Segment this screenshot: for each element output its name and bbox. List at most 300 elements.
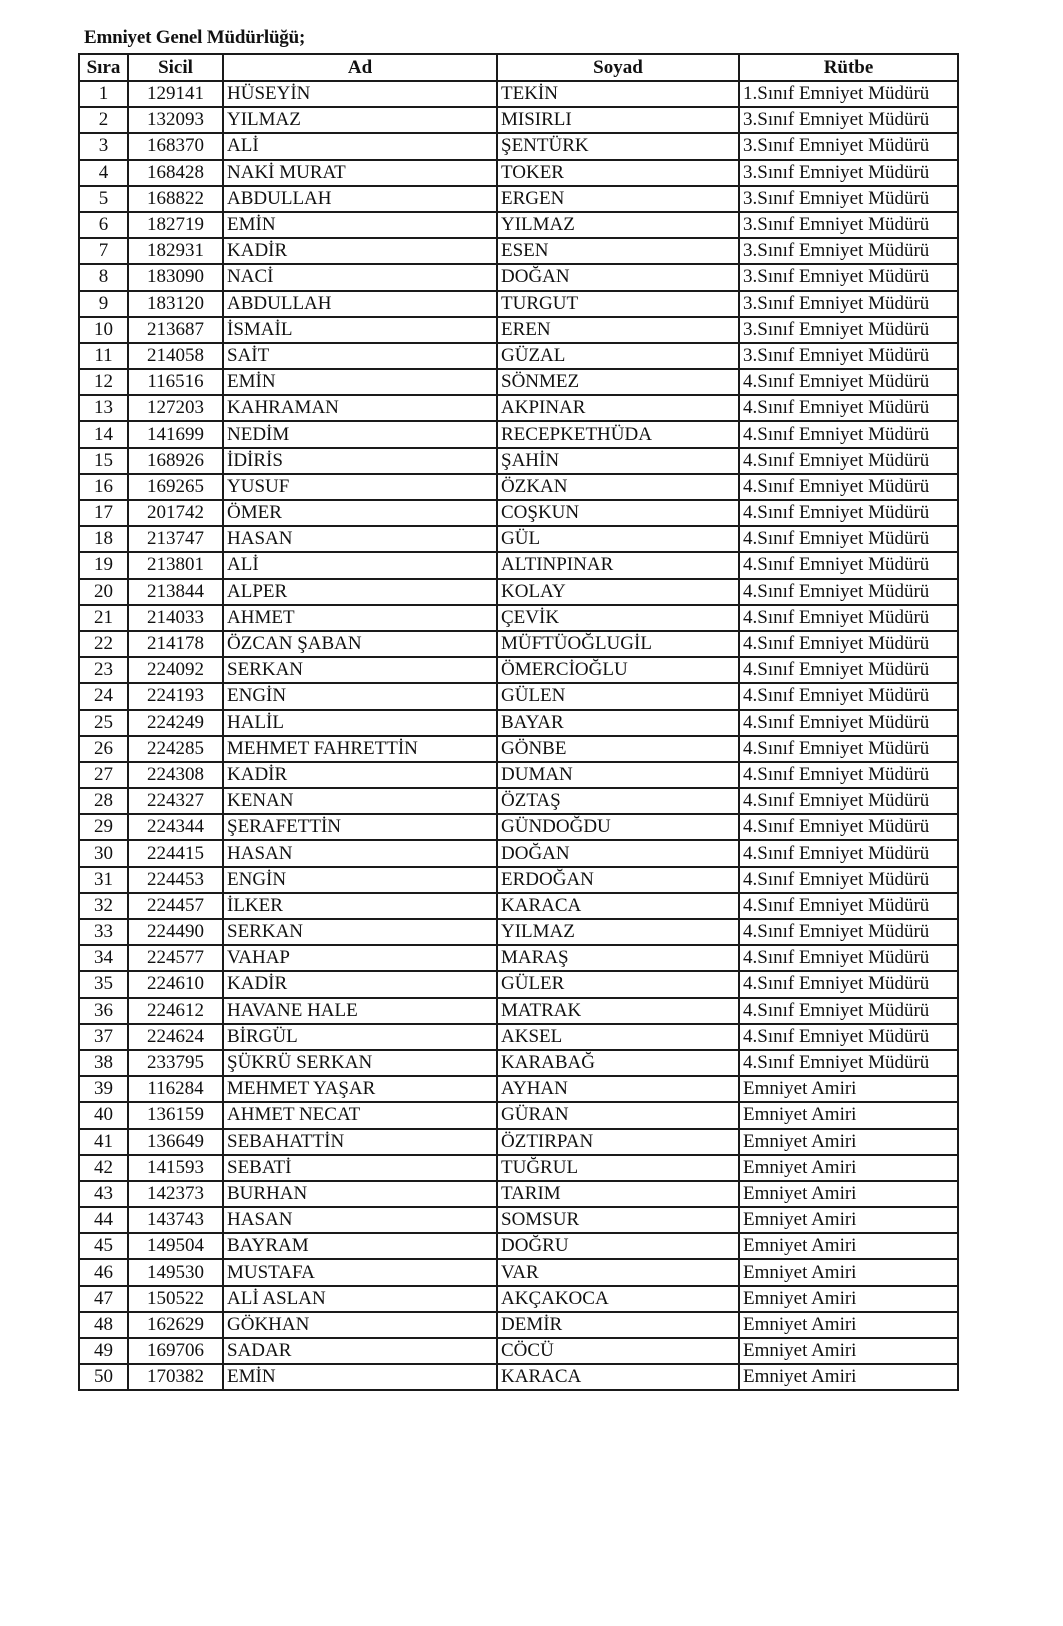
- cell-rutbe: 4.Sınıf Emniyet Müdürü: [739, 395, 958, 421]
- cell-soyad: KARABAĞ: [497, 1050, 739, 1076]
- cell-rutbe: 4.Sınıf Emniyet Müdürü: [739, 945, 958, 971]
- cell-rutbe: 4.Sınıf Emniyet Müdürü: [739, 971, 958, 997]
- cell-sira: 21: [79, 605, 128, 631]
- cell-sira: 34: [79, 945, 128, 971]
- cell-soyad: ŞENTÜRK: [497, 133, 739, 159]
- cell-sicil: 136159: [128, 1102, 223, 1128]
- table-row: [79, 369, 958, 395]
- cell-sira: 30: [79, 840, 128, 866]
- cell-soyad: DOĞAN: [497, 264, 739, 290]
- cell-ad: AHMET NECAT: [223, 1102, 497, 1128]
- cell-sira: 49: [79, 1338, 128, 1364]
- table-row: [79, 971, 958, 997]
- cell-rutbe: 4.Sınıf Emniyet Müdürü: [739, 710, 958, 736]
- cell-soyad: ALTINPINAR: [497, 552, 739, 578]
- cell-sicil: 224327: [128, 788, 223, 814]
- table-row: [79, 238, 958, 264]
- cell-soyad: DOĞAN: [497, 840, 739, 866]
- cell-sicil: 150522: [128, 1286, 223, 1312]
- cell-ad: MEHMET YAŞAR: [223, 1076, 497, 1102]
- cell-ad: ŞÜKRÜ SERKAN: [223, 1050, 497, 1076]
- cell-soyad: TUĞRUL: [497, 1155, 739, 1181]
- cell-rutbe: Emniyet Amiri: [739, 1181, 958, 1207]
- cell-sicil: 162629: [128, 1312, 223, 1338]
- cell-soyad: MARAŞ: [497, 945, 739, 971]
- table-row: [79, 1259, 958, 1285]
- table-row: [79, 1050, 958, 1076]
- cell-soyad: DUMAN: [497, 762, 739, 788]
- cell-sicil: 141699: [128, 421, 223, 447]
- cell-rutbe: Emniyet Amiri: [739, 1155, 958, 1181]
- cell-soyad: MATRAK: [497, 998, 739, 1024]
- table-row: [79, 867, 958, 893]
- cell-rutbe: 4.Sınıf Emniyet Müdürü: [739, 998, 958, 1024]
- cell-sicil: 224249: [128, 710, 223, 736]
- cell-ad: ABDULLAH: [223, 291, 497, 317]
- table-row: [79, 683, 958, 709]
- cell-soyad: ÇEVİK: [497, 605, 739, 631]
- table-row: [79, 107, 958, 133]
- table-row: [79, 579, 958, 605]
- table-row: [79, 160, 958, 186]
- cell-rutbe: 1.Sınıf Emniyet Müdürü: [739, 81, 958, 107]
- cell-sira: 24: [79, 683, 128, 709]
- cell-sicil: 132093: [128, 107, 223, 133]
- table-row: [79, 788, 958, 814]
- cell-rutbe: 4.Sınıf Emniyet Müdürü: [739, 448, 958, 474]
- cell-soyad: GÜNDOĞDU: [497, 814, 739, 840]
- cell-ad: HAVANE HALE: [223, 998, 497, 1024]
- cell-sira: 37: [79, 1024, 128, 1050]
- table-row: [79, 814, 958, 840]
- cell-ad: HASAN: [223, 840, 497, 866]
- cell-ad: BİRGÜL: [223, 1024, 497, 1050]
- table-row: [79, 1076, 958, 1102]
- cell-sira: 35: [79, 971, 128, 997]
- table-row: [79, 448, 958, 474]
- table-row: [79, 605, 958, 631]
- cell-sicil: 224285: [128, 736, 223, 762]
- cell-ad: ABDULLAH: [223, 186, 497, 212]
- cell-ad: HASAN: [223, 1207, 497, 1233]
- cell-ad: NACİ: [223, 264, 497, 290]
- cell-rutbe: Emniyet Amiri: [739, 1259, 958, 1285]
- cell-soyad: AKSEL: [497, 1024, 739, 1050]
- cell-rutbe: 4.Sınıf Emniyet Müdürü: [739, 552, 958, 578]
- cell-rutbe: 4.Sınıf Emniyet Müdürü: [739, 369, 958, 395]
- cell-rutbe: 3.Sınıf Emniyet Müdürü: [739, 264, 958, 290]
- cell-rutbe: 3.Sınıf Emniyet Müdürü: [739, 107, 958, 133]
- cell-sira: 25: [79, 710, 128, 736]
- cell-sira: 22: [79, 631, 128, 657]
- cell-sicil: 141593: [128, 1155, 223, 1181]
- personnel-table: [78, 53, 959, 1391]
- cell-soyad: TEKİN: [497, 81, 739, 107]
- table-header-row: [79, 54, 958, 81]
- cell-sicil: 127203: [128, 395, 223, 421]
- cell-ad: SEBAHATTİN: [223, 1129, 497, 1155]
- cell-soyad: ŞAHİN: [497, 448, 739, 474]
- cell-soyad: GÜLER: [497, 971, 739, 997]
- cell-sicil: 182931: [128, 238, 223, 264]
- cell-sicil: 224193: [128, 683, 223, 709]
- table-row: [79, 1181, 958, 1207]
- cell-ad: AHMET: [223, 605, 497, 631]
- cell-sira: 5: [79, 186, 128, 212]
- cell-sira: 23: [79, 657, 128, 683]
- table-row: [79, 421, 958, 447]
- cell-rutbe: Emniyet Amiri: [739, 1338, 958, 1364]
- cell-sira: 32: [79, 893, 128, 919]
- cell-sicil: 201742: [128, 500, 223, 526]
- table-row: [79, 945, 958, 971]
- cell-ad: ENGİN: [223, 683, 497, 709]
- table-row: [79, 474, 958, 500]
- cell-ad: ŞERAFETTİN: [223, 814, 497, 840]
- cell-sicil: 143743: [128, 1207, 223, 1233]
- cell-sicil: 224453: [128, 867, 223, 893]
- table-row: [79, 186, 958, 212]
- cell-ad: KADİR: [223, 238, 497, 264]
- cell-rutbe: 4.Sınıf Emniyet Müdürü: [739, 919, 958, 945]
- table-row: [79, 710, 958, 736]
- cell-rutbe: 3.Sınıf Emniyet Müdürü: [739, 291, 958, 317]
- page-title: Emniyet Genel Müdürlüğü;: [84, 27, 306, 48]
- cell-soyad: DOĞRU: [497, 1233, 739, 1259]
- cell-soyad: RECEPKETHÜDA: [497, 421, 739, 447]
- cell-sira: 1: [79, 81, 128, 107]
- cell-sicil: 168926: [128, 448, 223, 474]
- cell-sira: 6: [79, 212, 128, 238]
- table-row: [79, 1024, 958, 1050]
- cell-sicil: 168370: [128, 133, 223, 159]
- table-row: [79, 81, 958, 107]
- table-row: [79, 657, 958, 683]
- cell-soyad: ÖZKAN: [497, 474, 739, 500]
- cell-soyad: EREN: [497, 317, 739, 343]
- cell-rutbe: Emniyet Amiri: [739, 1286, 958, 1312]
- cell-sicil: 183090: [128, 264, 223, 290]
- cell-sicil: 116284: [128, 1076, 223, 1102]
- cell-sira: 14: [79, 421, 128, 447]
- cell-rutbe: 4.Sınıf Emniyet Müdürü: [739, 500, 958, 526]
- table-row: [79, 1286, 958, 1312]
- cell-sicil: 129141: [128, 81, 223, 107]
- table-row: [79, 840, 958, 866]
- cell-ad: HASAN: [223, 526, 497, 552]
- cell-rutbe: 4.Sınıf Emniyet Müdürü: [739, 526, 958, 552]
- cell-sira: 43: [79, 1181, 128, 1207]
- column-header-soyad: Soyad: [497, 54, 739, 81]
- cell-sira: 44: [79, 1207, 128, 1233]
- cell-sicil: 224610: [128, 971, 223, 997]
- cell-sicil: 224092: [128, 657, 223, 683]
- cell-soyad: GÜLEN: [497, 683, 739, 709]
- cell-ad: YUSUF: [223, 474, 497, 500]
- cell-sicil: 136649: [128, 1129, 223, 1155]
- cell-sicil: 142373: [128, 1181, 223, 1207]
- cell-sira: 4: [79, 160, 128, 186]
- cell-soyad: AYHAN: [497, 1076, 739, 1102]
- cell-sira: 11: [79, 343, 128, 369]
- cell-sira: 12: [79, 369, 128, 395]
- cell-sira: 26: [79, 736, 128, 762]
- cell-soyad: SOMSUR: [497, 1207, 739, 1233]
- cell-rutbe: 4.Sınıf Emniyet Müdürü: [739, 736, 958, 762]
- cell-rutbe: 4.Sınıf Emniyet Müdürü: [739, 893, 958, 919]
- cell-sicil: 224415: [128, 840, 223, 866]
- cell-soyad: KOLAY: [497, 579, 739, 605]
- cell-soyad: KARACA: [497, 893, 739, 919]
- table-row: [79, 1338, 958, 1364]
- table-row: [79, 893, 958, 919]
- cell-ad: SAİT: [223, 343, 497, 369]
- cell-sicil: 213844: [128, 579, 223, 605]
- cell-rutbe: 4.Sınıf Emniyet Müdürü: [739, 474, 958, 500]
- cell-ad: NEDİM: [223, 421, 497, 447]
- cell-ad: EMİN: [223, 1364, 497, 1390]
- cell-ad: VAHAP: [223, 945, 497, 971]
- cell-sicil: 214058: [128, 343, 223, 369]
- cell-soyad: AKÇAKOCA: [497, 1286, 739, 1312]
- cell-ad: İDİRİS: [223, 448, 497, 474]
- cell-ad: SEBATİ: [223, 1155, 497, 1181]
- table-row: [79, 1233, 958, 1259]
- cell-soyad: BAYAR: [497, 710, 739, 736]
- cell-rutbe: 3.Sınıf Emniyet Müdürü: [739, 343, 958, 369]
- cell-ad: ÖZCAN ŞABAN: [223, 631, 497, 657]
- cell-soyad: ÖMERCİOĞLU: [497, 657, 739, 683]
- cell-sira: 41: [79, 1129, 128, 1155]
- cell-soyad: ERGEN: [497, 186, 739, 212]
- cell-soyad: GÜZAL: [497, 343, 739, 369]
- cell-sicil: 224490: [128, 919, 223, 945]
- cell-sicil: 169706: [128, 1338, 223, 1364]
- cell-soyad: YILMAZ: [497, 919, 739, 945]
- cell-ad: SADAR: [223, 1338, 497, 1364]
- cell-soyad: COŞKUN: [497, 500, 739, 526]
- cell-ad: ALİ: [223, 133, 497, 159]
- cell-ad: HÜSEYİN: [223, 81, 497, 107]
- cell-soyad: ERDOĞAN: [497, 867, 739, 893]
- cell-rutbe: 3.Sınıf Emniyet Müdürü: [739, 133, 958, 159]
- cell-sira: 17: [79, 500, 128, 526]
- cell-ad: İLKER: [223, 893, 497, 919]
- cell-sicil: 213687: [128, 317, 223, 343]
- cell-sira: 46: [79, 1259, 128, 1285]
- cell-ad: BURHAN: [223, 1181, 497, 1207]
- cell-sira: 15: [79, 448, 128, 474]
- table-row: [79, 212, 958, 238]
- table-row: [79, 736, 958, 762]
- cell-rutbe: Emniyet Amiri: [739, 1076, 958, 1102]
- table-row: [79, 343, 958, 369]
- cell-soyad: TURGUT: [497, 291, 739, 317]
- cell-sicil: 149504: [128, 1233, 223, 1259]
- cell-sicil: 170382: [128, 1364, 223, 1390]
- cell-sira: 18: [79, 526, 128, 552]
- cell-ad: KADİR: [223, 971, 497, 997]
- cell-soyad: DEMİR: [497, 1312, 739, 1338]
- cell-sira: 27: [79, 762, 128, 788]
- cell-ad: ENGİN: [223, 867, 497, 893]
- cell-sira: 39: [79, 1076, 128, 1102]
- column-header-sira: Sıra: [79, 54, 128, 81]
- table-row: [79, 317, 958, 343]
- cell-sira: 9: [79, 291, 128, 317]
- cell-sira: 38: [79, 1050, 128, 1076]
- cell-sicil: 183120: [128, 291, 223, 317]
- column-header-sicil: Sicil: [128, 54, 223, 81]
- cell-soyad: ÖZTIRPAN: [497, 1129, 739, 1155]
- cell-soyad: GÜL: [497, 526, 739, 552]
- table-row: [79, 552, 958, 578]
- cell-sicil: 224457: [128, 893, 223, 919]
- cell-soyad: TARIM: [497, 1181, 739, 1207]
- cell-soyad: MISIRLI: [497, 107, 739, 133]
- table-row: [79, 1129, 958, 1155]
- cell-rutbe: 4.Sınıf Emniyet Müdürü: [739, 840, 958, 866]
- cell-sicil: 168428: [128, 160, 223, 186]
- cell-rutbe: 4.Sınıf Emniyet Müdürü: [739, 1050, 958, 1076]
- cell-sicil: 214178: [128, 631, 223, 657]
- table-body: [79, 81, 958, 1390]
- cell-soyad: MÜFTÜOĞLUGİL: [497, 631, 739, 657]
- cell-sicil: 182719: [128, 212, 223, 238]
- cell-soyad: CÖCÜ: [497, 1338, 739, 1364]
- table-row: [79, 1207, 958, 1233]
- cell-soyad: KARACA: [497, 1364, 739, 1390]
- cell-rutbe: 4.Sınıf Emniyet Müdürü: [739, 814, 958, 840]
- cell-rutbe: Emniyet Amiri: [739, 1102, 958, 1128]
- cell-ad: GÖKHAN: [223, 1312, 497, 1338]
- table-row: [79, 395, 958, 421]
- cell-soyad: AKPINAR: [497, 395, 739, 421]
- cell-rutbe: 3.Sınıf Emniyet Müdürü: [739, 186, 958, 212]
- cell-sicil: 224612: [128, 998, 223, 1024]
- cell-sira: 36: [79, 998, 128, 1024]
- cell-sicil: 116516: [128, 369, 223, 395]
- cell-rutbe: 4.Sınıf Emniyet Müdürü: [739, 605, 958, 631]
- table-row: [79, 500, 958, 526]
- cell-sira: 48: [79, 1312, 128, 1338]
- cell-rutbe: 4.Sınıf Emniyet Müdürü: [739, 631, 958, 657]
- table-row: [79, 631, 958, 657]
- cell-soyad: GÜRAN: [497, 1102, 739, 1128]
- cell-rutbe: Emniyet Amiri: [739, 1233, 958, 1259]
- table-row: [79, 919, 958, 945]
- cell-sira: 3: [79, 133, 128, 159]
- cell-ad: NAKİ MURAT: [223, 160, 497, 186]
- cell-sira: 19: [79, 552, 128, 578]
- cell-sira: 20: [79, 579, 128, 605]
- cell-sicil: 168822: [128, 186, 223, 212]
- cell-ad: KENAN: [223, 788, 497, 814]
- cell-soyad: ESEN: [497, 238, 739, 264]
- cell-rutbe: 4.Sınıf Emniyet Müdürü: [739, 762, 958, 788]
- cell-rutbe: 4.Sınıf Emniyet Müdürü: [739, 683, 958, 709]
- cell-rutbe: 4.Sınıf Emniyet Müdürü: [739, 421, 958, 447]
- table-row: [79, 264, 958, 290]
- cell-ad: ALİ ASLAN: [223, 1286, 497, 1312]
- cell-sira: 28: [79, 788, 128, 814]
- cell-ad: EMİN: [223, 212, 497, 238]
- cell-sicil: 224308: [128, 762, 223, 788]
- cell-ad: SERKAN: [223, 657, 497, 683]
- table-row: [79, 1102, 958, 1128]
- cell-sira: 7: [79, 238, 128, 264]
- cell-ad: MUSTAFA: [223, 1259, 497, 1285]
- cell-soyad: SÖNMEZ: [497, 369, 739, 395]
- cell-sira: 33: [79, 919, 128, 945]
- cell-sira: 10: [79, 317, 128, 343]
- cell-soyad: ÖZTAŞ: [497, 788, 739, 814]
- cell-sicil: 213747: [128, 526, 223, 552]
- cell-sicil: 214033: [128, 605, 223, 631]
- cell-sicil: 149530: [128, 1259, 223, 1285]
- cell-rutbe: 3.Sınıf Emniyet Müdürü: [739, 212, 958, 238]
- cell-ad: YILMAZ: [223, 107, 497, 133]
- cell-sicil: 233795: [128, 1050, 223, 1076]
- cell-sira: 47: [79, 1286, 128, 1312]
- cell-ad: EMİN: [223, 369, 497, 395]
- cell-ad: İSMAİL: [223, 317, 497, 343]
- cell-sicil: 169265: [128, 474, 223, 500]
- cell-rutbe: Emniyet Amiri: [739, 1364, 958, 1390]
- cell-rutbe: Emniyet Amiri: [739, 1207, 958, 1233]
- table-row: [79, 1312, 958, 1338]
- table-row: [79, 133, 958, 159]
- cell-sira: 31: [79, 867, 128, 893]
- cell-rutbe: Emniyet Amiri: [739, 1312, 958, 1338]
- cell-sira: 2: [79, 107, 128, 133]
- cell-sira: 8: [79, 264, 128, 290]
- cell-ad: KADİR: [223, 762, 497, 788]
- cell-ad: HALİL: [223, 710, 497, 736]
- cell-rutbe: 4.Sınıf Emniyet Müdürü: [739, 657, 958, 683]
- table-row: [79, 291, 958, 317]
- cell-rutbe: 3.Sınıf Emniyet Müdürü: [739, 238, 958, 264]
- cell-rutbe: 4.Sınıf Emniyet Müdürü: [739, 579, 958, 605]
- cell-sicil: 224344: [128, 814, 223, 840]
- column-header-ad: Ad: [223, 54, 497, 81]
- column-header-rutbe: Rütbe: [739, 54, 958, 81]
- table-row: [79, 1155, 958, 1181]
- cell-sicil: 224577: [128, 945, 223, 971]
- cell-rutbe: 4.Sınıf Emniyet Müdürü: [739, 1024, 958, 1050]
- cell-sira: 45: [79, 1233, 128, 1259]
- cell-sira: 16: [79, 474, 128, 500]
- cell-rutbe: 3.Sınıf Emniyet Müdürü: [739, 160, 958, 186]
- cell-rutbe: 4.Sınıf Emniyet Müdürü: [739, 867, 958, 893]
- cell-ad: ÖMER: [223, 500, 497, 526]
- cell-ad: MEHMET FAHRETTİN: [223, 736, 497, 762]
- table-row: [79, 1364, 958, 1390]
- cell-ad: KAHRAMAN: [223, 395, 497, 421]
- cell-sicil: 224624: [128, 1024, 223, 1050]
- cell-sira: 29: [79, 814, 128, 840]
- cell-sira: 13: [79, 395, 128, 421]
- cell-ad: SERKAN: [223, 919, 497, 945]
- cell-sira: 40: [79, 1102, 128, 1128]
- cell-ad: ALİ: [223, 552, 497, 578]
- cell-sira: 42: [79, 1155, 128, 1181]
- cell-soyad: VAR: [497, 1259, 739, 1285]
- table-row: [79, 762, 958, 788]
- cell-ad: BAYRAM: [223, 1233, 497, 1259]
- table-row: [79, 526, 958, 552]
- cell-sira: 50: [79, 1364, 128, 1390]
